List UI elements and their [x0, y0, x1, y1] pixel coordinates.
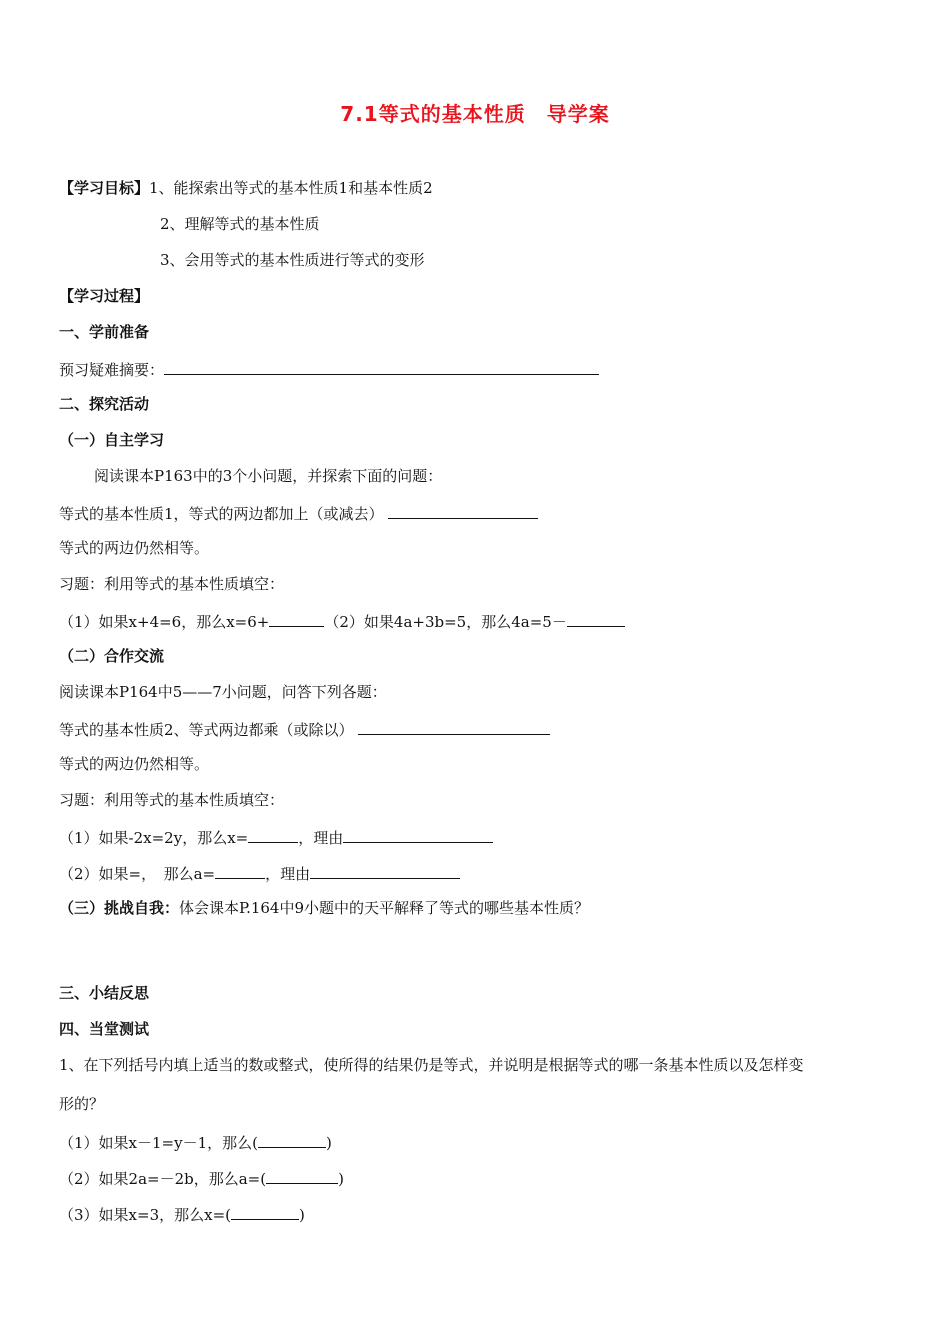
section1-heading: 一、学前准备 — [59, 323, 150, 341]
property1-blank[interactable] — [388, 502, 538, 519]
exercise2-q2-text: （2）如果=， 那么a= — [59, 865, 216, 883]
preview-row — [59, 358, 599, 380]
exercise2-q2-reason-label: ，理由 — [265, 865, 311, 883]
test-sub1-blank[interactable] — [258, 1131, 326, 1148]
exercise1-label: 习题：利用等式的基本性质填空： — [59, 575, 285, 593]
exercise2-q2-blank[interactable] — [215, 862, 265, 879]
test-sub2-close: ) — [338, 1170, 344, 1188]
exercise1-row — [59, 610, 625, 632]
goals-heading: 【学习目标】 — [59, 179, 150, 197]
test-sub2-text: （2）如果2a=－2b，那么a=( — [59, 1170, 267, 1188]
property2-text: 等式的基本性质2、等式两边都乘（或除以） — [59, 721, 354, 739]
exercise2-q1-reason-blank[interactable] — [343, 826, 493, 843]
test-sub3-blank[interactable] — [231, 1203, 299, 1220]
part3-heading: （三）挑战自我： — [59, 899, 180, 917]
goal-line-1 — [59, 178, 433, 198]
test-sub1-close: ) — [326, 1134, 332, 1152]
preview-label: 预习疑难摘要： — [59, 361, 165, 379]
section4-heading: 四、当堂测试 — [59, 1020, 150, 1038]
exercise1-q1: （1）如果x+4=6，那么x=6+ — [59, 613, 270, 631]
test-sub2-blank[interactable] — [266, 1167, 338, 1184]
exercise2-q2-row — [59, 862, 460, 884]
test-sub3-close: ) — [299, 1206, 305, 1224]
test-sub1-text: （1）如果x－1=y－1，那么( — [59, 1134, 258, 1152]
test-q1-line2: 形的？ — [59, 1095, 105, 1113]
part2-intro: 阅读课本P164中5——7小问题，问答下列各题： — [59, 683, 387, 701]
preview-blank[interactable] — [164, 358, 599, 375]
section3-heading: 三、小结反思 — [59, 984, 150, 1002]
process-heading: 【学习过程】 — [59, 287, 150, 305]
exercise2-q1-text: （1）如果-2x=2y，那么x= — [59, 829, 249, 847]
section2-heading: 二、探究活动 — [59, 395, 150, 413]
property1-text: 等式的基本性质1，等式的两边都加上（或减去） — [59, 505, 384, 523]
page-title: 7.1等式的基本性质 导学案 — [340, 102, 610, 126]
property1-row — [59, 502, 538, 524]
part1-heading: （一）自主学习 — [59, 431, 165, 449]
property2-blank[interactable] — [358, 718, 550, 735]
exercise2-q1-row — [59, 826, 493, 848]
exercise2-q1-blank[interactable] — [248, 826, 298, 843]
exercise2-q1-reason-label: ，理由 — [298, 829, 344, 847]
property2-row — [59, 718, 550, 740]
property1-tail: 等式的两边仍然相等。 — [59, 539, 210, 557]
exercise1-q1-blank[interactable] — [269, 610, 324, 627]
property2-tail: 等式的两边仍然相等。 — [59, 755, 210, 773]
test-q1-line1: 1、在下列括号内填上适当的数或整式，使所得的结果仍是等式，并说明是根据等式的哪一条基本性质以及怎样变 — [59, 1056, 804, 1074]
exercise2-q2-reason-blank[interactable] — [310, 862, 460, 879]
exercise2-label: 习题：利用等式的基本性质填空： — [59, 791, 285, 809]
part3-row — [59, 898, 589, 918]
test-sub3-row — [59, 1203, 305, 1225]
part1-intro: 阅读课本P163中的3个小问题，并探索下面的问题： — [94, 467, 443, 485]
part3-text: 体会课本P.164中9小题中的天平解释了等式的哪些基本性质？ — [179, 899, 590, 917]
part2-heading: （二）合作交流 — [59, 647, 165, 665]
test-sub1-row — [59, 1131, 332, 1153]
goal-item-3: 3、会用等式的基本性质进行等式的变形 — [160, 251, 425, 269]
test-sub2-row — [59, 1167, 344, 1189]
goal-item-2: 2、理解等式的基本性质 — [160, 215, 320, 233]
exercise1-q2: （2）如果4a+3b=5，那么4a=5－ — [324, 613, 567, 631]
test-sub3-text: （3）如果x=3，那么x=( — [59, 1206, 231, 1224]
exercise1-q2-blank[interactable] — [567, 610, 625, 627]
goal-item-1: 1、能探索出等式的基本性质1和基本性质2 — [149, 179, 433, 197]
